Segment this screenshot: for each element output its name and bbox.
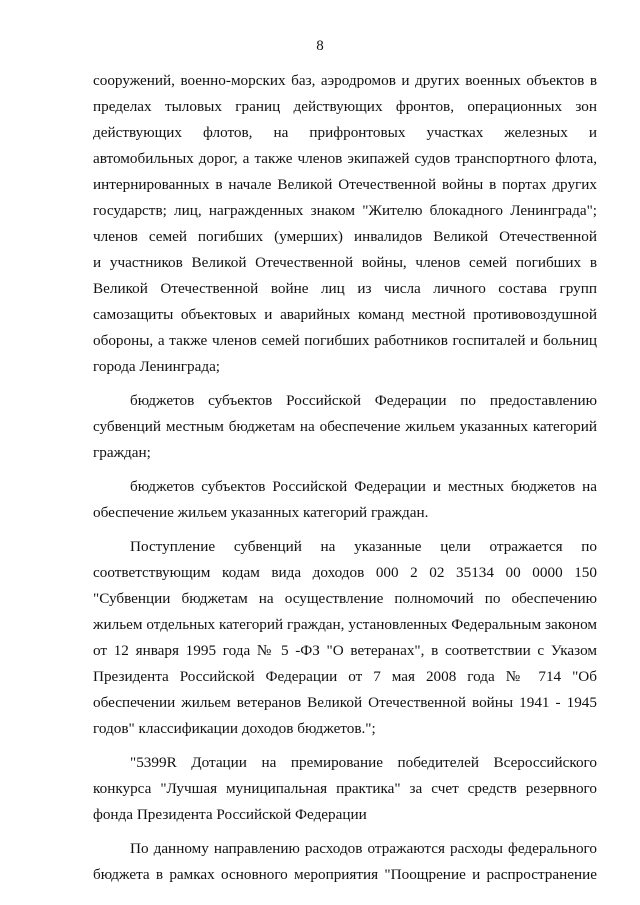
- paragraph-spacer: [93, 466, 597, 474]
- text-line: самозащиты объектовых и аварийных команд местной противовоздушной: [93, 306, 597, 323]
- text-line: обеспечении жильем ветеранов Великой Отечественной войны 1941 - 1945: [93, 694, 597, 711]
- text-line: фонда Президента Российской Федерации: [93, 806, 367, 823]
- page-number: 8: [316, 38, 324, 54]
- text-line: граждан;: [93, 444, 151, 461]
- text-line: и участников Великой Отечественной войны, членов семей погибших в: [93, 254, 597, 271]
- text-line: "Субвенции бюджетам на осуществление полномочий по обеспечению: [93, 590, 597, 607]
- text-line: интернированных в начале Великой Отечественной войны в портах других: [93, 176, 597, 193]
- text-line: годов" классификации доходов бюджетов.";: [93, 720, 376, 737]
- text-line: сооружений, военно-морских баз, аэродромов и других военных объектов в: [93, 72, 597, 89]
- text-line: субвенций местным бюджетам на обеспечение жильем указанных категорий: [93, 418, 597, 435]
- text-line: от 12 января 1995 года № 5 -ФЗ "О ветеранах", в соответствии с Указом: [93, 642, 597, 659]
- paragraph-spacer: [93, 742, 597, 750]
- text-line: По данному направлению расходов отражаются расходы федерального: [130, 840, 597, 857]
- text-line: города Ленинграда;: [93, 358, 221, 375]
- document-body: [93, 68, 597, 888]
- paragraph-spacer: [93, 828, 597, 836]
- text-line: автомобильных дорог, а также членов экипажей судов транспортного флота,: [93, 150, 597, 167]
- text-line: членов семей погибших (умерших) инвалидов Великой Отечественной: [93, 228, 597, 245]
- text-line: конкурса "Лучшая муниципальная практика" за счет средств резервного: [93, 780, 597, 797]
- text-line: государств; лиц, награжденных знаком "Жителю блокадного Ленинграда";: [93, 202, 597, 219]
- text-line: Президента Российской Федерации от 7 мая 2008 года № 714 "Об: [93, 668, 597, 685]
- paragraph-spacer: [93, 526, 597, 534]
- text-line: Великой Отечественной войне лиц из числа личного состава групп: [93, 280, 597, 297]
- text-line: бюджетов субъектов Российской Федерации по предоставлению: [130, 392, 597, 409]
- paragraph-spacer: [93, 380, 597, 388]
- text-line: жильем отдельных категорий граждан, установленных Федеральным законом: [93, 616, 597, 633]
- text-line: действующих флотов, на прифронтовых участках железных и: [93, 124, 597, 141]
- text-line: Поступление субвенций на указанные цели отражается по: [130, 538, 597, 555]
- text-line: соответствующим кодам вида доходов 000 2 02 35134 00 0000 150: [93, 564, 597, 581]
- text-line: пределах тыловых границ действующих фронтов, операционных зон: [93, 98, 597, 115]
- text-line: обороны, а также членов семей погибших работников госпиталей и больниц: [93, 332, 597, 349]
- text-line: обеспечение жильем указанных категорий граждан.: [93, 504, 429, 521]
- text-line: "5399R Дотации на премирование победителей Всероссийского: [130, 754, 597, 771]
- text-line: бюджетов субъектов Российской Федерации и местных бюджетов на: [130, 478, 597, 495]
- text-line: бюджета в рамках основного мероприятия "Поощрение и распространение: [93, 866, 597, 883]
